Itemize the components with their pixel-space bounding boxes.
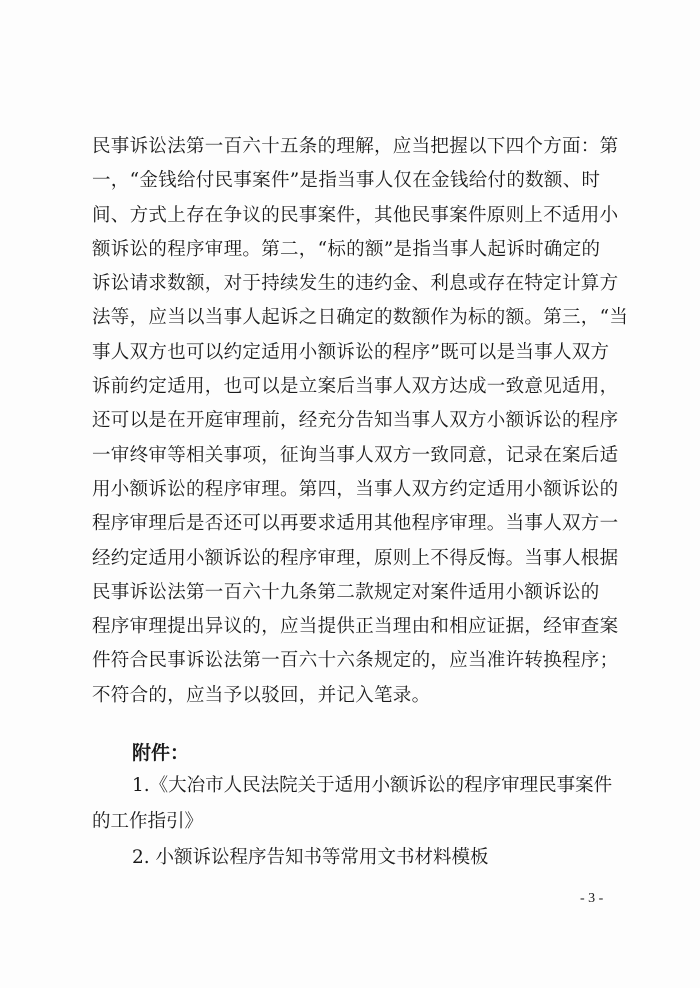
- paragraph-line: 件符合民事诉讼法第一百六十六条规定的，应当准许转换程序；: [92, 650, 619, 672]
- paragraph-line: 诉讼请求数额，对于持续发生的违约金、利息或存在特定计算方: [92, 273, 619, 295]
- paragraph-line: 诉前约定适用，也可以是立案后当事人双方达成一致意见适用，: [92, 376, 619, 398]
- attachments-heading: 附件：: [132, 742, 190, 764]
- paragraph-line: 民事诉讼法第一百六十九条第二款规定对案件适用小额诉讼的: [92, 581, 600, 603]
- attachment-item-1: 1.《大冶市人民法院关于适用小额诉讼的程序审理民事案件: [132, 775, 613, 796]
- page-number: - 3 -: [580, 891, 604, 906]
- paragraph-line: 程序审理提出异议的，应当提供正当理由和相应证据，经审查案: [92, 616, 619, 638]
- paragraph-line: 间、方式上存在争议的民事案件，其他民事案件原则上不适用小: [92, 204, 619, 226]
- paragraph-line: 还可以是在开庭审理前，经充分告知当事人双方小额诉讼的程序: [92, 410, 619, 432]
- attachments-list: [92, 768, 612, 876]
- paragraph-line: 一，“金钱给付民事案件”是指当事人仅在金钱给付的数额、时: [92, 170, 601, 192]
- paragraph-line: 不符合的，应当予以驳回，并记入笔录。: [92, 684, 431, 706]
- paragraph-line: 用小额诉讼的程序审理。第四，当事人双方约定适用小额诉讼的: [92, 478, 619, 500]
- paragraph-line: 法等，应当以当事人起诉之日确定的数额作为标的额。第三，“当: [92, 307, 629, 329]
- paragraph-line: 经约定适用小额诉讼的程序审理，原则上不得反悔。当事人根据: [92, 547, 619, 569]
- attachment-item-1-continuation: 的工作指引》: [92, 811, 204, 832]
- paragraph-line: 民事诉讼法第一百六十五条的理解，应当把握以下四个方面：第: [92, 136, 619, 157]
- paragraph-line: 程序审理后是否还可以再要求适用其他程序审理。当事人双方一: [92, 513, 619, 535]
- paragraph-line: 事人双方也可以约定适用小额诉讼的程序”既可以是当事人双方: [92, 341, 610, 363]
- attachment-item-2: 2. 小额诉讼程序告知书等常用文书材料模板: [132, 847, 489, 868]
- main-paragraph: [92, 130, 629, 713]
- paragraph-line: 额诉讼的程序审理。第二，“标的额”是指当事人起诉时确定的: [92, 238, 601, 260]
- paragraph-line: 一审终审等相关事项，征询当事人双方一致同意，记录在案后适: [92, 444, 619, 466]
